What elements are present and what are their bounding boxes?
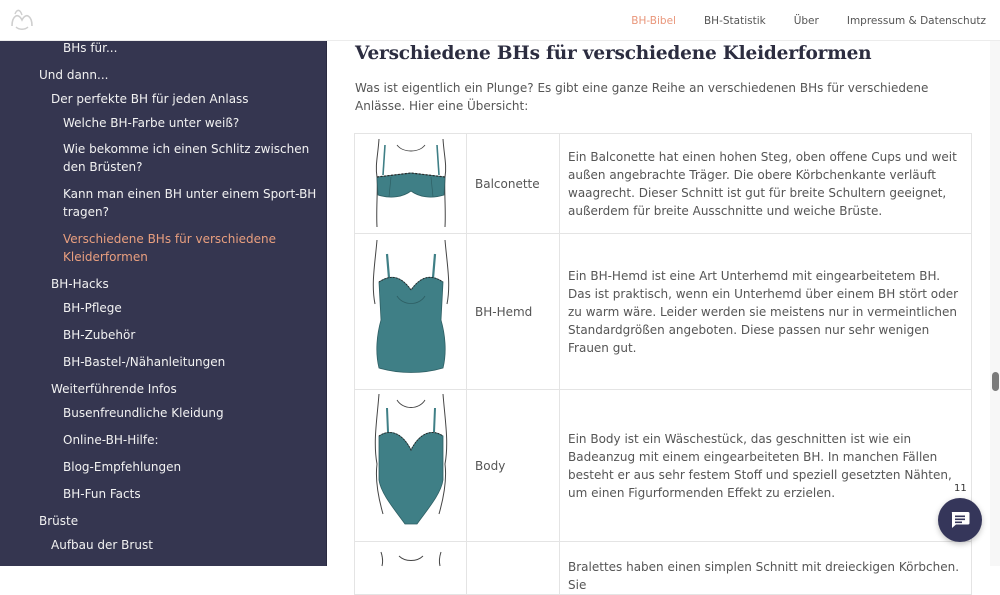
sidebar-item-kleiderformen[interactable] — [63, 230, 276, 266]
intro-text: Was ist eigentlich ein Plunge? Es gibt eine ganze Reihe an verschiedenen BHs für verschiedene Anlässe. Hier eine Übersicht: — [355, 81, 929, 113]
page-scrollbar[interactable] — [990, 41, 1000, 566]
sidebar-item-label: den Brüsten? — [63, 160, 143, 174]
table-row — [355, 542, 972, 595]
sidebar-item-brueste[interactable]: Brüste — [39, 514, 79, 528]
bralette-illustration — [361, 542, 461, 566]
sidebar-item-label: Verschiedene BHs für verschiedene — [63, 232, 277, 246]
main-nav — [603, 0, 986, 41]
table-cell-image — [355, 542, 467, 595]
main-content — [327, 41, 990, 592]
table-cell-image — [355, 234, 467, 390]
table-cell-image — [355, 134, 467, 234]
chat-button[interactable] — [938, 498, 982, 542]
logo-icon[interactable] — [8, 6, 36, 34]
sidebar-item-bh-zubehoer[interactable]: BH-Zubehör — [63, 328, 136, 342]
bra-camisole-illustration — [361, 234, 461, 384]
sidebar-item-sport-bh[interactable] — [63, 185, 316, 221]
bra-type-description: Ein Balconette hat einen hohen Steg, oben offene Cups und weit außen angebrachte Träger. Die obere Körbchenkante verläuft waagrecht. Dieser Schnitt ist gut für breite Schultern geeignet, außerdem für breite Ausschnitte und weiche Brüste. — [560, 134, 972, 234]
sidebar-item-bh-farbe[interactable]: Welche BH-Farbe unter weiß? — [63, 116, 240, 130]
bra-type-name: BH-Hemd — [467, 234, 560, 390]
sidebar-item-naehanleitungen[interactable]: BH-Bastel-/Nähanleitungen — [63, 355, 226, 369]
table-row — [355, 390, 972, 542]
sidebar-item-label: tragen? — [63, 205, 109, 219]
sidebar-item-label: Wie bekomme ich einen Schlitz zwischen — [63, 142, 310, 156]
bra-type-description: Bralettes haben einen simplen Schnitt mit dreieckigen Körbchen. Sie — [560, 542, 972, 595]
body-illustration — [361, 390, 461, 536]
bra-type-description: Ein BH-Hemd ist eine Art Unterhemd mit eingearbeitetem BH. Das ist praktisch, wenn ein Unterhemd über einem BH stört oder zu warm wäre. Leider werden sie meistens nur in vermeintlichen Standardgrößen angeboten. Diese passen nur sehr wenigen Frauen gut. — [560, 234, 972, 390]
sidebar-item-schlitz[interactable] — [63, 140, 309, 176]
table-cell-image — [355, 390, 467, 542]
sidebar-item-bhs-fuer[interactable]: BHs für... — [63, 41, 118, 55]
balconette-bra-illustration — [361, 135, 461, 227]
bra-type-name: Body — [467, 390, 560, 542]
sidebar-item-bh-pflege[interactable]: BH-Pflege — [63, 301, 122, 315]
sidebar-item-perfekte-bh[interactable]: Der perfekte BH für jeden Anlass — [51, 92, 249, 106]
table-row — [355, 234, 972, 390]
sidebar-item-weiterfuehrende-infos[interactable]: Weiterführende Infos — [51, 382, 177, 396]
sidebar-item-bh-hacks[interactable]: BH-Hacks — [51, 277, 109, 291]
sidebar-item-und-dann[interactable]: Und dann... — [39, 68, 109, 82]
sidebar-item-label: Kann man einen BH unter einem Sport-BH — [63, 187, 317, 201]
bra-type-description: Ein Body ist ein Wäschestück, das geschnitten ist wie ein Badeanzug mit einem eingearbeiteten BH. In manchen Fällen besteht er aus sehr festem Stoff und speziell gesetzten Nähten, um einen Figurformenden Effekt zu erzielen. — [560, 390, 972, 542]
chat-unread-count: 11 — [954, 483, 967, 494]
top-header — [0, 0, 1000, 41]
bra-type-name — [467, 542, 560, 595]
nav-bh-statistik[interactable]: BH-Statistik — [703, 14, 766, 27]
table-row — [355, 134, 972, 234]
sidebar-item-online-bh-hilfe[interactable]: Online-BH-Hilfe: — [63, 433, 159, 447]
page-title: Verschiedene BHs für verschiedene Kleiderformen — [355, 43, 872, 64]
scrollbar-thumb[interactable] — [992, 372, 999, 391]
nav-bh-bibel[interactable]: BH-Bibel — [631, 14, 676, 27]
sidebar-item-label: Kleiderformen — [63, 250, 148, 264]
bra-types-table — [354, 133, 972, 595]
sidebar-item-blog-empfehlungen[interactable]: Blog-Empfehlungen — [63, 460, 182, 474]
sidebar-toc — [0, 41, 327, 566]
sidebar-item-busenfreundliche-kleidung[interactable]: Busenfreundliche Kleidung — [63, 406, 224, 420]
sidebar-item-aufbau-brust[interactable]: Aufbau der Brust — [51, 538, 153, 552]
nav-ueber[interactable]: Über — [793, 14, 819, 27]
nav-impressum[interactable]: Impressum & Datenschutz — [846, 14, 986, 27]
bra-type-name: Balconette — [467, 134, 560, 234]
chat-bubble-icon — [949, 509, 971, 531]
sidebar-item-fun-facts[interactable]: BH-Fun Facts — [63, 487, 141, 501]
